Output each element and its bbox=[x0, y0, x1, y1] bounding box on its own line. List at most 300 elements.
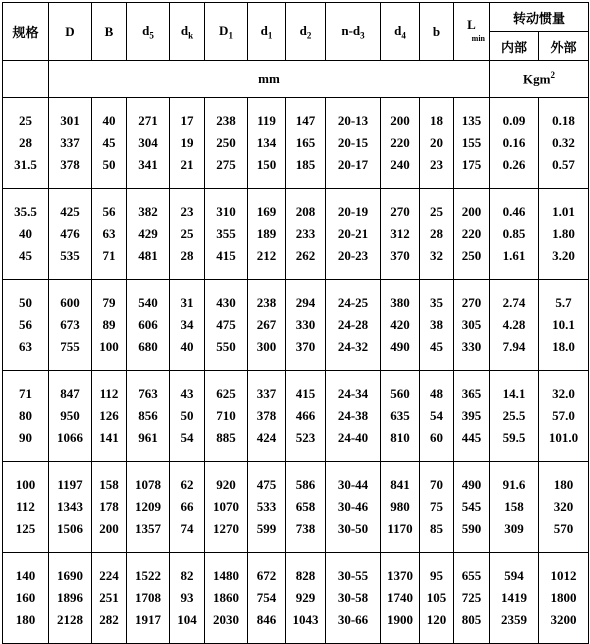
cell-nd3 bbox=[326, 189, 381, 280]
cell-value: 100 bbox=[99, 339, 119, 354]
cell-outer bbox=[539, 280, 589, 371]
cell-value: 25 bbox=[430, 204, 443, 219]
cell-value: 30-50 bbox=[337, 521, 369, 536]
cell-value: 3.20 bbox=[552, 248, 575, 263]
cell-value: 5.7 bbox=[555, 295, 572, 310]
cell-value: 355 bbox=[216, 226, 236, 241]
cell-d5 bbox=[127, 98, 170, 189]
header-d2: $d_2$ bbox=[286, 3, 326, 61]
cell-spec bbox=[3, 553, 49, 644]
cell-value: 62 bbox=[180, 477, 194, 492]
header-outer: 外部 bbox=[539, 32, 589, 61]
cell-value: 180 bbox=[553, 477, 574, 492]
cell-value: 763 bbox=[138, 386, 158, 401]
cell-value: 120 bbox=[426, 612, 447, 627]
cell-value: 18 bbox=[430, 113, 443, 128]
cell-value: 147 bbox=[295, 113, 316, 128]
coupling-spec-table bbox=[2, 2, 589, 644]
cell-nd3 bbox=[326, 98, 381, 189]
cell-value: 45 bbox=[430, 339, 443, 354]
cell-d2 bbox=[286, 189, 326, 280]
cell-value: 126 bbox=[99, 408, 119, 423]
cell-value: 0.85 bbox=[502, 226, 526, 241]
cell-value: 30-58 bbox=[337, 590, 369, 605]
cell-outer bbox=[539, 462, 589, 553]
cell-value: 158 bbox=[504, 499, 524, 514]
cell-inner bbox=[490, 553, 539, 644]
cell-value: 35.5 bbox=[14, 204, 37, 219]
cell-value: 337 bbox=[256, 386, 277, 401]
cell-value: 250 bbox=[216, 135, 236, 150]
header-d1: $d_1$ bbox=[248, 3, 286, 61]
cell-value: 165 bbox=[295, 135, 316, 150]
cell-value: 1900 bbox=[387, 612, 413, 627]
cell-d4 bbox=[381, 189, 420, 280]
cell-value: 101.0 bbox=[548, 430, 579, 445]
cell-value: 305 bbox=[461, 317, 482, 332]
cell-value: 586 bbox=[295, 477, 316, 492]
cell-value: 1860 bbox=[213, 590, 239, 605]
cell-value: 35 bbox=[430, 295, 443, 310]
cell-value: 24-34 bbox=[337, 386, 369, 401]
cell-value: 312 bbox=[390, 226, 410, 241]
cell-value: 140 bbox=[15, 568, 36, 583]
cell-value: 1896 bbox=[57, 590, 83, 605]
cell-value: 93 bbox=[180, 590, 194, 605]
cell-value: 490 bbox=[390, 339, 410, 354]
cell-value: 21 bbox=[180, 157, 194, 172]
cell-d1 bbox=[248, 462, 286, 553]
cell-value: 200 bbox=[390, 113, 410, 128]
cell-value: 105 bbox=[426, 590, 447, 605]
cell-value: 250 bbox=[461, 248, 482, 263]
cell-value: 20-17 bbox=[337, 157, 369, 172]
cell-value: 415 bbox=[216, 248, 236, 263]
table-row bbox=[3, 189, 589, 280]
cell-value: 475 bbox=[256, 477, 277, 492]
cell-value: 0.57 bbox=[552, 157, 575, 172]
cell-value: 20-13 bbox=[337, 113, 369, 128]
cell-value: 34 bbox=[180, 317, 194, 332]
cell-value: 160 bbox=[15, 590, 36, 605]
cell-inner bbox=[490, 189, 539, 280]
cell-value: 54 bbox=[430, 408, 443, 423]
cell-value: 74 bbox=[180, 521, 194, 536]
cell-value: 38 bbox=[430, 317, 443, 332]
cell-value: 0.16 bbox=[502, 135, 526, 150]
cell-value: 54 bbox=[180, 430, 194, 445]
cell-value: 380 bbox=[390, 295, 410, 310]
cell-value: 56 bbox=[19, 317, 32, 332]
cell-value: 805 bbox=[461, 612, 482, 627]
cell-value: 2128 bbox=[57, 612, 83, 627]
cell-D bbox=[49, 98, 92, 189]
cell-value: 1419 bbox=[501, 590, 527, 605]
cell-value: 856 bbox=[138, 408, 158, 423]
cell-D1 bbox=[205, 462, 248, 553]
cell-L bbox=[454, 98, 490, 189]
cell-value: 738 bbox=[295, 521, 316, 536]
cell-value: 475 bbox=[216, 317, 236, 332]
cell-value: 30-66 bbox=[337, 612, 369, 627]
cell-value: 599 bbox=[256, 521, 277, 536]
cell-value: 24-25 bbox=[337, 295, 369, 310]
cell-value: 240 bbox=[390, 157, 410, 172]
cell-value: 59.5 bbox=[502, 430, 526, 445]
cell-value: 309 bbox=[504, 521, 524, 536]
cell-d4 bbox=[381, 280, 420, 371]
cell-value: 445 bbox=[461, 430, 482, 445]
cell-value: 0.26 bbox=[502, 157, 526, 172]
cell-value: 330 bbox=[295, 317, 316, 332]
cell-value: 66 bbox=[180, 499, 194, 514]
cell-value: 90 bbox=[19, 430, 32, 445]
cell-d5 bbox=[127, 462, 170, 553]
cell-d2 bbox=[286, 553, 326, 644]
cell-d2 bbox=[286, 98, 326, 189]
unit-mm: mm bbox=[49, 61, 490, 98]
header-B: B bbox=[92, 3, 127, 61]
cell-value: 28 bbox=[180, 248, 194, 263]
cell-value: 141 bbox=[99, 430, 119, 445]
cell-d2 bbox=[286, 462, 326, 553]
header-d4: $d_4$ bbox=[381, 3, 420, 61]
header-d5: $d_5$ bbox=[127, 3, 170, 61]
cell-d5 bbox=[127, 280, 170, 371]
cell-d4 bbox=[381, 553, 420, 644]
cell-value: 169 bbox=[256, 204, 277, 219]
cell-value: 30-55 bbox=[337, 568, 369, 583]
cell-value: 1209 bbox=[135, 499, 161, 514]
cell-B bbox=[92, 553, 127, 644]
cell-value: 560 bbox=[390, 386, 410, 401]
cell-value: 56 bbox=[102, 204, 116, 219]
cell-B bbox=[92, 280, 127, 371]
cell-value: 635 bbox=[390, 408, 410, 423]
cell-value: 63 bbox=[19, 339, 32, 354]
cell-value: 425 bbox=[60, 204, 80, 219]
header-nd3: $n-d_3$ bbox=[326, 3, 381, 61]
cell-value: 20-21 bbox=[337, 226, 369, 241]
cell-value: 28 bbox=[19, 135, 32, 150]
cell-L bbox=[454, 371, 490, 462]
cell-value: 220 bbox=[461, 226, 482, 241]
cell-value: 590 bbox=[461, 521, 482, 536]
cell-value: 270 bbox=[461, 295, 482, 310]
cell-value: 135 bbox=[461, 113, 482, 128]
cell-value: 224 bbox=[99, 568, 119, 583]
cell-value: 1197 bbox=[57, 477, 83, 492]
cell-d1 bbox=[248, 280, 286, 371]
cell-value: 71 bbox=[102, 248, 116, 263]
cell-value: 320 bbox=[553, 499, 574, 514]
cell-value: 82 bbox=[180, 568, 194, 583]
cell-value: 24-40 bbox=[337, 430, 369, 445]
cell-value: 7.94 bbox=[502, 339, 526, 354]
cell-value: 24-38 bbox=[337, 408, 369, 423]
cell-value: 238 bbox=[216, 113, 236, 128]
cell-value: 950 bbox=[60, 408, 80, 423]
cell-value: 30-46 bbox=[337, 499, 369, 514]
cell-B bbox=[92, 371, 127, 462]
cell-value: 378 bbox=[60, 157, 80, 172]
cell-value: 1066 bbox=[57, 430, 83, 445]
cell-outer bbox=[539, 98, 589, 189]
cell-value: 178 bbox=[99, 499, 119, 514]
cell-value: 25 bbox=[180, 226, 194, 241]
cell-value: 85 bbox=[430, 521, 443, 536]
cell-value: 841 bbox=[390, 477, 410, 492]
cell-value: 282 bbox=[99, 612, 119, 627]
cell-value: 330 bbox=[461, 339, 482, 354]
cell-value: 0.09 bbox=[502, 113, 526, 128]
cell-value: 200 bbox=[99, 521, 119, 536]
cell-d4 bbox=[381, 98, 420, 189]
cell-value: 600 bbox=[60, 295, 80, 310]
cell-D1 bbox=[205, 189, 248, 280]
cell-b bbox=[420, 280, 454, 371]
cell-value: 20-19 bbox=[337, 204, 369, 219]
cell-value: 0.46 bbox=[502, 204, 526, 219]
cell-value: 2.74 bbox=[502, 295, 526, 310]
cell-value: 828 bbox=[295, 568, 316, 583]
cell-d5 bbox=[127, 371, 170, 462]
cell-d1 bbox=[248, 189, 286, 280]
header-b: b bbox=[420, 3, 454, 61]
cell-value: 1480 bbox=[213, 568, 239, 583]
cell-value: 155 bbox=[461, 135, 482, 150]
cell-L bbox=[454, 280, 490, 371]
cell-value: 25 bbox=[19, 113, 32, 128]
cell-value: 134 bbox=[256, 135, 277, 150]
cell-value: 429 bbox=[138, 226, 158, 241]
cell-value: 1522 bbox=[135, 568, 161, 583]
cell-value: 920 bbox=[216, 477, 236, 492]
cell-value: 533 bbox=[256, 499, 277, 514]
cell-L bbox=[454, 462, 490, 553]
cell-d2 bbox=[286, 371, 326, 462]
cell-D bbox=[49, 462, 92, 553]
cell-value: 50 bbox=[180, 408, 194, 423]
cell-value: 233 bbox=[295, 226, 316, 241]
header-row-units bbox=[3, 61, 589, 98]
cell-inner bbox=[490, 371, 539, 462]
cell-value: 1357 bbox=[135, 521, 161, 536]
table-row bbox=[3, 462, 589, 553]
cell-d4 bbox=[381, 371, 420, 462]
cell-value: 45 bbox=[19, 248, 32, 263]
cell-value: 341 bbox=[138, 157, 158, 172]
cell-value: 1800 bbox=[550, 590, 577, 605]
cell-value: 3200 bbox=[550, 612, 577, 627]
cell-value: 550 bbox=[216, 339, 236, 354]
cell-value: 31.5 bbox=[14, 157, 37, 172]
cell-d2 bbox=[286, 280, 326, 371]
cell-value: 251 bbox=[99, 590, 119, 605]
cell-value: 14.1 bbox=[502, 386, 526, 401]
cell-value: 1170 bbox=[387, 521, 413, 536]
cell-dk bbox=[170, 280, 205, 371]
cell-value: 301 bbox=[60, 113, 80, 128]
cell-value: 95 bbox=[430, 568, 443, 583]
cell-value: 980 bbox=[390, 499, 410, 514]
cell-D1 bbox=[205, 280, 248, 371]
cell-value: 43 bbox=[180, 386, 194, 401]
cell-value: 104 bbox=[177, 612, 197, 627]
cell-value: 395 bbox=[461, 408, 482, 423]
cell-value: 310 bbox=[216, 204, 236, 219]
cell-D1 bbox=[205, 371, 248, 462]
cell-value: 70 bbox=[430, 477, 443, 492]
cell-value: 304 bbox=[138, 135, 158, 150]
cell-value: 48 bbox=[430, 386, 443, 401]
cell-B bbox=[92, 189, 127, 280]
cell-value: 658 bbox=[295, 499, 316, 514]
cell-inner bbox=[490, 98, 539, 189]
cell-value: 0.18 bbox=[552, 113, 575, 128]
cell-value: 23 bbox=[180, 204, 194, 219]
cell-value: 846 bbox=[256, 612, 277, 627]
cell-value: 594 bbox=[504, 568, 524, 583]
cell-value: 75 bbox=[430, 499, 443, 514]
cell-d5 bbox=[127, 189, 170, 280]
cell-value: 370 bbox=[295, 339, 316, 354]
cell-value: 91.6 bbox=[502, 477, 526, 492]
cell-value: 1917 bbox=[135, 612, 161, 627]
cell-value: 1070 bbox=[213, 499, 239, 514]
cell-nd3 bbox=[326, 553, 381, 644]
cell-value: 63 bbox=[102, 226, 116, 241]
cell-value: 755 bbox=[60, 339, 80, 354]
cell-value: 1078 bbox=[135, 477, 161, 492]
cell-value: 606 bbox=[138, 317, 158, 332]
cell-value: 0.32 bbox=[552, 135, 575, 150]
cell-value: 1370 bbox=[387, 568, 413, 583]
cell-value: 220 bbox=[390, 135, 410, 150]
cell-value: 337 bbox=[60, 135, 80, 150]
cell-value: 50 bbox=[102, 157, 116, 172]
cell-value: 673 bbox=[60, 317, 80, 332]
cell-value: 185 bbox=[295, 157, 316, 172]
cell-value: 725 bbox=[461, 590, 482, 605]
cell-spec bbox=[3, 189, 49, 280]
cell-inner bbox=[490, 280, 539, 371]
cell-value: 481 bbox=[138, 248, 158, 263]
cell-value: 570 bbox=[553, 521, 574, 536]
cell-b bbox=[420, 371, 454, 462]
cell-value: 18.0 bbox=[552, 339, 575, 354]
cell-dk bbox=[170, 553, 205, 644]
cell-value: 17 bbox=[180, 113, 194, 128]
cell-value: 476 bbox=[60, 226, 80, 241]
cell-nd3 bbox=[326, 371, 381, 462]
cell-value: 40 bbox=[19, 226, 32, 241]
header-inner: 内部 bbox=[490, 32, 539, 61]
cell-value: 200 bbox=[461, 204, 482, 219]
cell-dk bbox=[170, 462, 205, 553]
cell-B bbox=[92, 462, 127, 553]
cell-value: 40 bbox=[180, 339, 194, 354]
cell-value: 24-32 bbox=[337, 339, 369, 354]
cell-value: 262 bbox=[295, 248, 316, 263]
cell-value: 80 bbox=[19, 408, 32, 423]
cell-value: 24-28 bbox=[337, 317, 369, 332]
cell-d4 bbox=[381, 462, 420, 553]
cell-value: 1.01 bbox=[552, 204, 575, 219]
table-row bbox=[3, 280, 589, 371]
cell-dk bbox=[170, 98, 205, 189]
header-unit-blank bbox=[3, 61, 49, 98]
cell-spec bbox=[3, 462, 49, 553]
cell-value: 20-23 bbox=[337, 248, 369, 263]
cell-D bbox=[49, 280, 92, 371]
cell-D1 bbox=[205, 553, 248, 644]
cell-value: 710 bbox=[216, 408, 236, 423]
header-row-top bbox=[3, 3, 589, 32]
cell-value: 378 bbox=[256, 408, 277, 423]
cell-value: 466 bbox=[295, 408, 316, 423]
cell-value: 1740 bbox=[387, 590, 413, 605]
cell-value: 810 bbox=[390, 430, 410, 445]
cell-value: 25.5 bbox=[502, 408, 526, 423]
cell-L bbox=[454, 553, 490, 644]
cell-value: 175 bbox=[461, 157, 482, 172]
table-body bbox=[3, 98, 589, 644]
cell-value: 847 bbox=[60, 386, 80, 401]
cell-value: 672 bbox=[256, 568, 277, 583]
cell-value: 89 bbox=[102, 317, 116, 332]
cell-outer bbox=[539, 553, 589, 644]
cell-value: 370 bbox=[390, 248, 410, 263]
cell-value: 275 bbox=[216, 157, 236, 172]
cell-value: 79 bbox=[102, 295, 116, 310]
cell-value: 20 bbox=[430, 135, 443, 150]
cell-value: 961 bbox=[138, 430, 158, 445]
cell-value: 30-44 bbox=[337, 477, 369, 492]
cell-value: 23 bbox=[430, 157, 443, 172]
cell-value: 20-15 bbox=[337, 135, 369, 150]
cell-value: 189 bbox=[256, 226, 277, 241]
cell-d1 bbox=[248, 553, 286, 644]
cell-value: 430 bbox=[216, 295, 236, 310]
cell-dk bbox=[170, 371, 205, 462]
cell-value: 125 bbox=[15, 521, 36, 536]
cell-outer bbox=[539, 189, 589, 280]
header-D1: $D_1$ bbox=[205, 3, 248, 61]
cell-value: 158 bbox=[99, 477, 119, 492]
unit-kgm2: Kgm$^2$ bbox=[490, 61, 589, 98]
cell-value: 10.1 bbox=[552, 317, 575, 332]
cell-nd3 bbox=[326, 462, 381, 553]
cell-spec bbox=[3, 371, 49, 462]
cell-nd3 bbox=[326, 280, 381, 371]
cell-value: 382 bbox=[138, 204, 158, 219]
cell-value: 71 bbox=[19, 386, 32, 401]
cell-value: 112 bbox=[16, 499, 35, 514]
header-inertia: 转动惯量 bbox=[490, 3, 589, 32]
cell-b bbox=[420, 189, 454, 280]
cell-value: 267 bbox=[256, 317, 277, 332]
cell-value: 540 bbox=[138, 295, 158, 310]
cell-value: 680 bbox=[138, 339, 158, 354]
cell-value: 32.0 bbox=[552, 386, 575, 401]
cell-value: 238 bbox=[256, 295, 277, 310]
cell-value: 1.80 bbox=[552, 226, 575, 241]
table-row bbox=[3, 98, 589, 189]
cell-b bbox=[420, 462, 454, 553]
header-D: D bbox=[49, 3, 92, 61]
cell-value: 424 bbox=[256, 430, 277, 445]
